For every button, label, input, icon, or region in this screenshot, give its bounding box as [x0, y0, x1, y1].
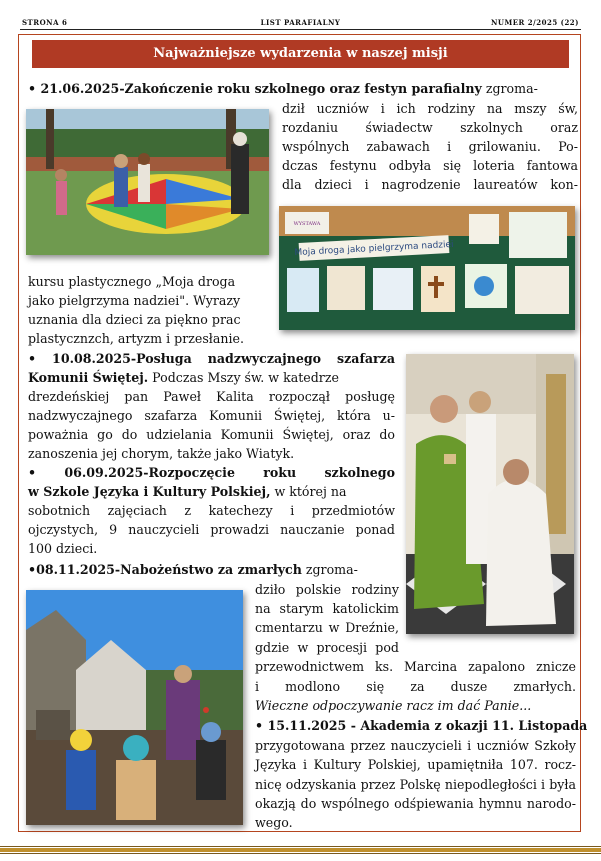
exhibit-title: Moja droga jako pielgrzyma nadziei: [294, 239, 454, 259]
event-3-line-2: w Szkole Języka i Kultury Polskiej, w której na: [28, 484, 347, 499]
event-5-line-1: • 15.11.2025 - Akademia z okazji 11. Listopada: [255, 718, 588, 733]
event-4-line-1: •08.11.2025-Nabożeństwo za zmarłych zgroma-: [28, 562, 358, 577]
event-3-line-4: ojczystych, 9 nauczycieli prowadzi nauczanie ponad: [28, 522, 395, 537]
event-5-line-3: Języka i Kultury Polskiej, upamiętniła 107. rocz-: [255, 757, 576, 772]
event-4-line-3: na starym katolickim: [255, 601, 399, 616]
event-3-line-1: • 06.09.2025-Rozpoczęcie roku szkolnego: [28, 465, 395, 480]
event-3-title: 06.09.2025-Rozpoczęcie roku szkolnego: [36, 465, 395, 480]
event-1-title: 21.06.2025-Zakończenie roku szkolnego oraz festyn parafialny: [36, 81, 482, 96]
event-4-line-4: cmentarzu w Dreźnie,: [255, 620, 399, 635]
event-3-line-5: 100 dzieci.: [28, 541, 98, 556]
event-4-line-5: gdzie w procesji pod: [255, 640, 399, 655]
event-1-line-4: wspólnych zabawach i grilowaniu. Po-: [282, 139, 578, 154]
event-1-line-5: dczas festynu odbyła się loteria fantowa: [282, 158, 578, 173]
event-1-line-2: dził uczniów i ich rodziny na mszy św,: [282, 101, 578, 116]
event-4-title: 08.11.2025-Nabożeństwo za zmarłych: [36, 562, 302, 577]
event-5-line-2: przygotowana przez nauczycieli i uczniów Szkoły: [255, 738, 576, 753]
festival-parachute-photo: [26, 109, 269, 255]
cathedral-ministry-photo: [406, 354, 574, 634]
event-1-line-3: rozdaniu świadectw szkolnych oraz: [282, 120, 578, 135]
header-rule: [20, 29, 581, 30]
event-4-prayer-line: Wieczne odpoczywanie racz im dać Panie...: [255, 698, 532, 713]
event-5-title: 15.11.2025 - Akademia z okazji 11. Listopada: [263, 718, 588, 733]
event-4-line-2: dziło polskie rodziny: [255, 582, 399, 597]
event-2-line-4: nadzwyczajnego szafarza Komunii Świętej, która u-: [28, 408, 395, 423]
event-4-line-7: i modlono się za dusze zmarłych.: [255, 679, 576, 694]
event-2-line-3: drezdeńskiej pan Paweł Kalita rozpoczął posługę: [28, 389, 395, 404]
newsletter-name: LIST PARAFIALNY: [260, 18, 341, 27]
event-4-line-6: przewodnictwem ks. Marcina zapalono znicze: [255, 659, 576, 674]
page-number: STRONA 6: [22, 18, 68, 27]
event-1-line-8: jako pielgrzyma nadziei". Wyrazy: [28, 293, 241, 308]
section-banner: Najważniejsze wydarzenia w naszej misji: [32, 40, 569, 68]
footer-band: [0, 842, 601, 856]
event-5-line-6: wego.: [255, 815, 293, 830]
exhibit-sign: WYSTAWA: [293, 221, 321, 227]
issue-number: NUMER 2/2025 (22): [490, 18, 579, 27]
art-exhibition-photo: [279, 206, 575, 330]
event-2-title: 10.08.2025-Posługa nadzwyczajnego szafarza: [36, 351, 395, 366]
event-1-line-10: plastycznzch, artyzm i przesłanie.: [28, 331, 244, 346]
event-2-line-2: Komunii Świętej. Podczas Mszy św. w katedrze: [28, 370, 339, 385]
event-1-line-7: kursu plastycznego „Moja droga: [28, 274, 236, 289]
cemetery-procession-photo: [26, 590, 243, 825]
event-5-line-4: nicę odzyskania przez Polskę niepodległości i była: [255, 777, 576, 792]
event-2-line-5: poważnia go do udzielania Komunii Świętej, oraz do: [28, 427, 395, 442]
event-2-line-6: zanoszenia jej chorym, także jako Wiatyk.: [28, 446, 295, 461]
event-1-line-1: • 21.06.2025-Zakończenie roku szkolnego oraz festyn parafialny zgroma-: [28, 81, 538, 96]
event-2-line-1: • 10.08.2025-Posługa nadzwyczajnego szafarza: [28, 351, 395, 366]
event-5-line-5: okazją do wspólnego odśpiewania hymnu narodo-: [255, 796, 576, 811]
event-3-line-3: sobotnich zajęciach z katechezy i przedmiotów: [28, 503, 395, 518]
event-1-line-6: dla dzieci i nagrodzenie laureatów kon-: [282, 177, 578, 192]
event-1-line-9: uznania dla dzieci za piękno prac: [28, 312, 241, 327]
